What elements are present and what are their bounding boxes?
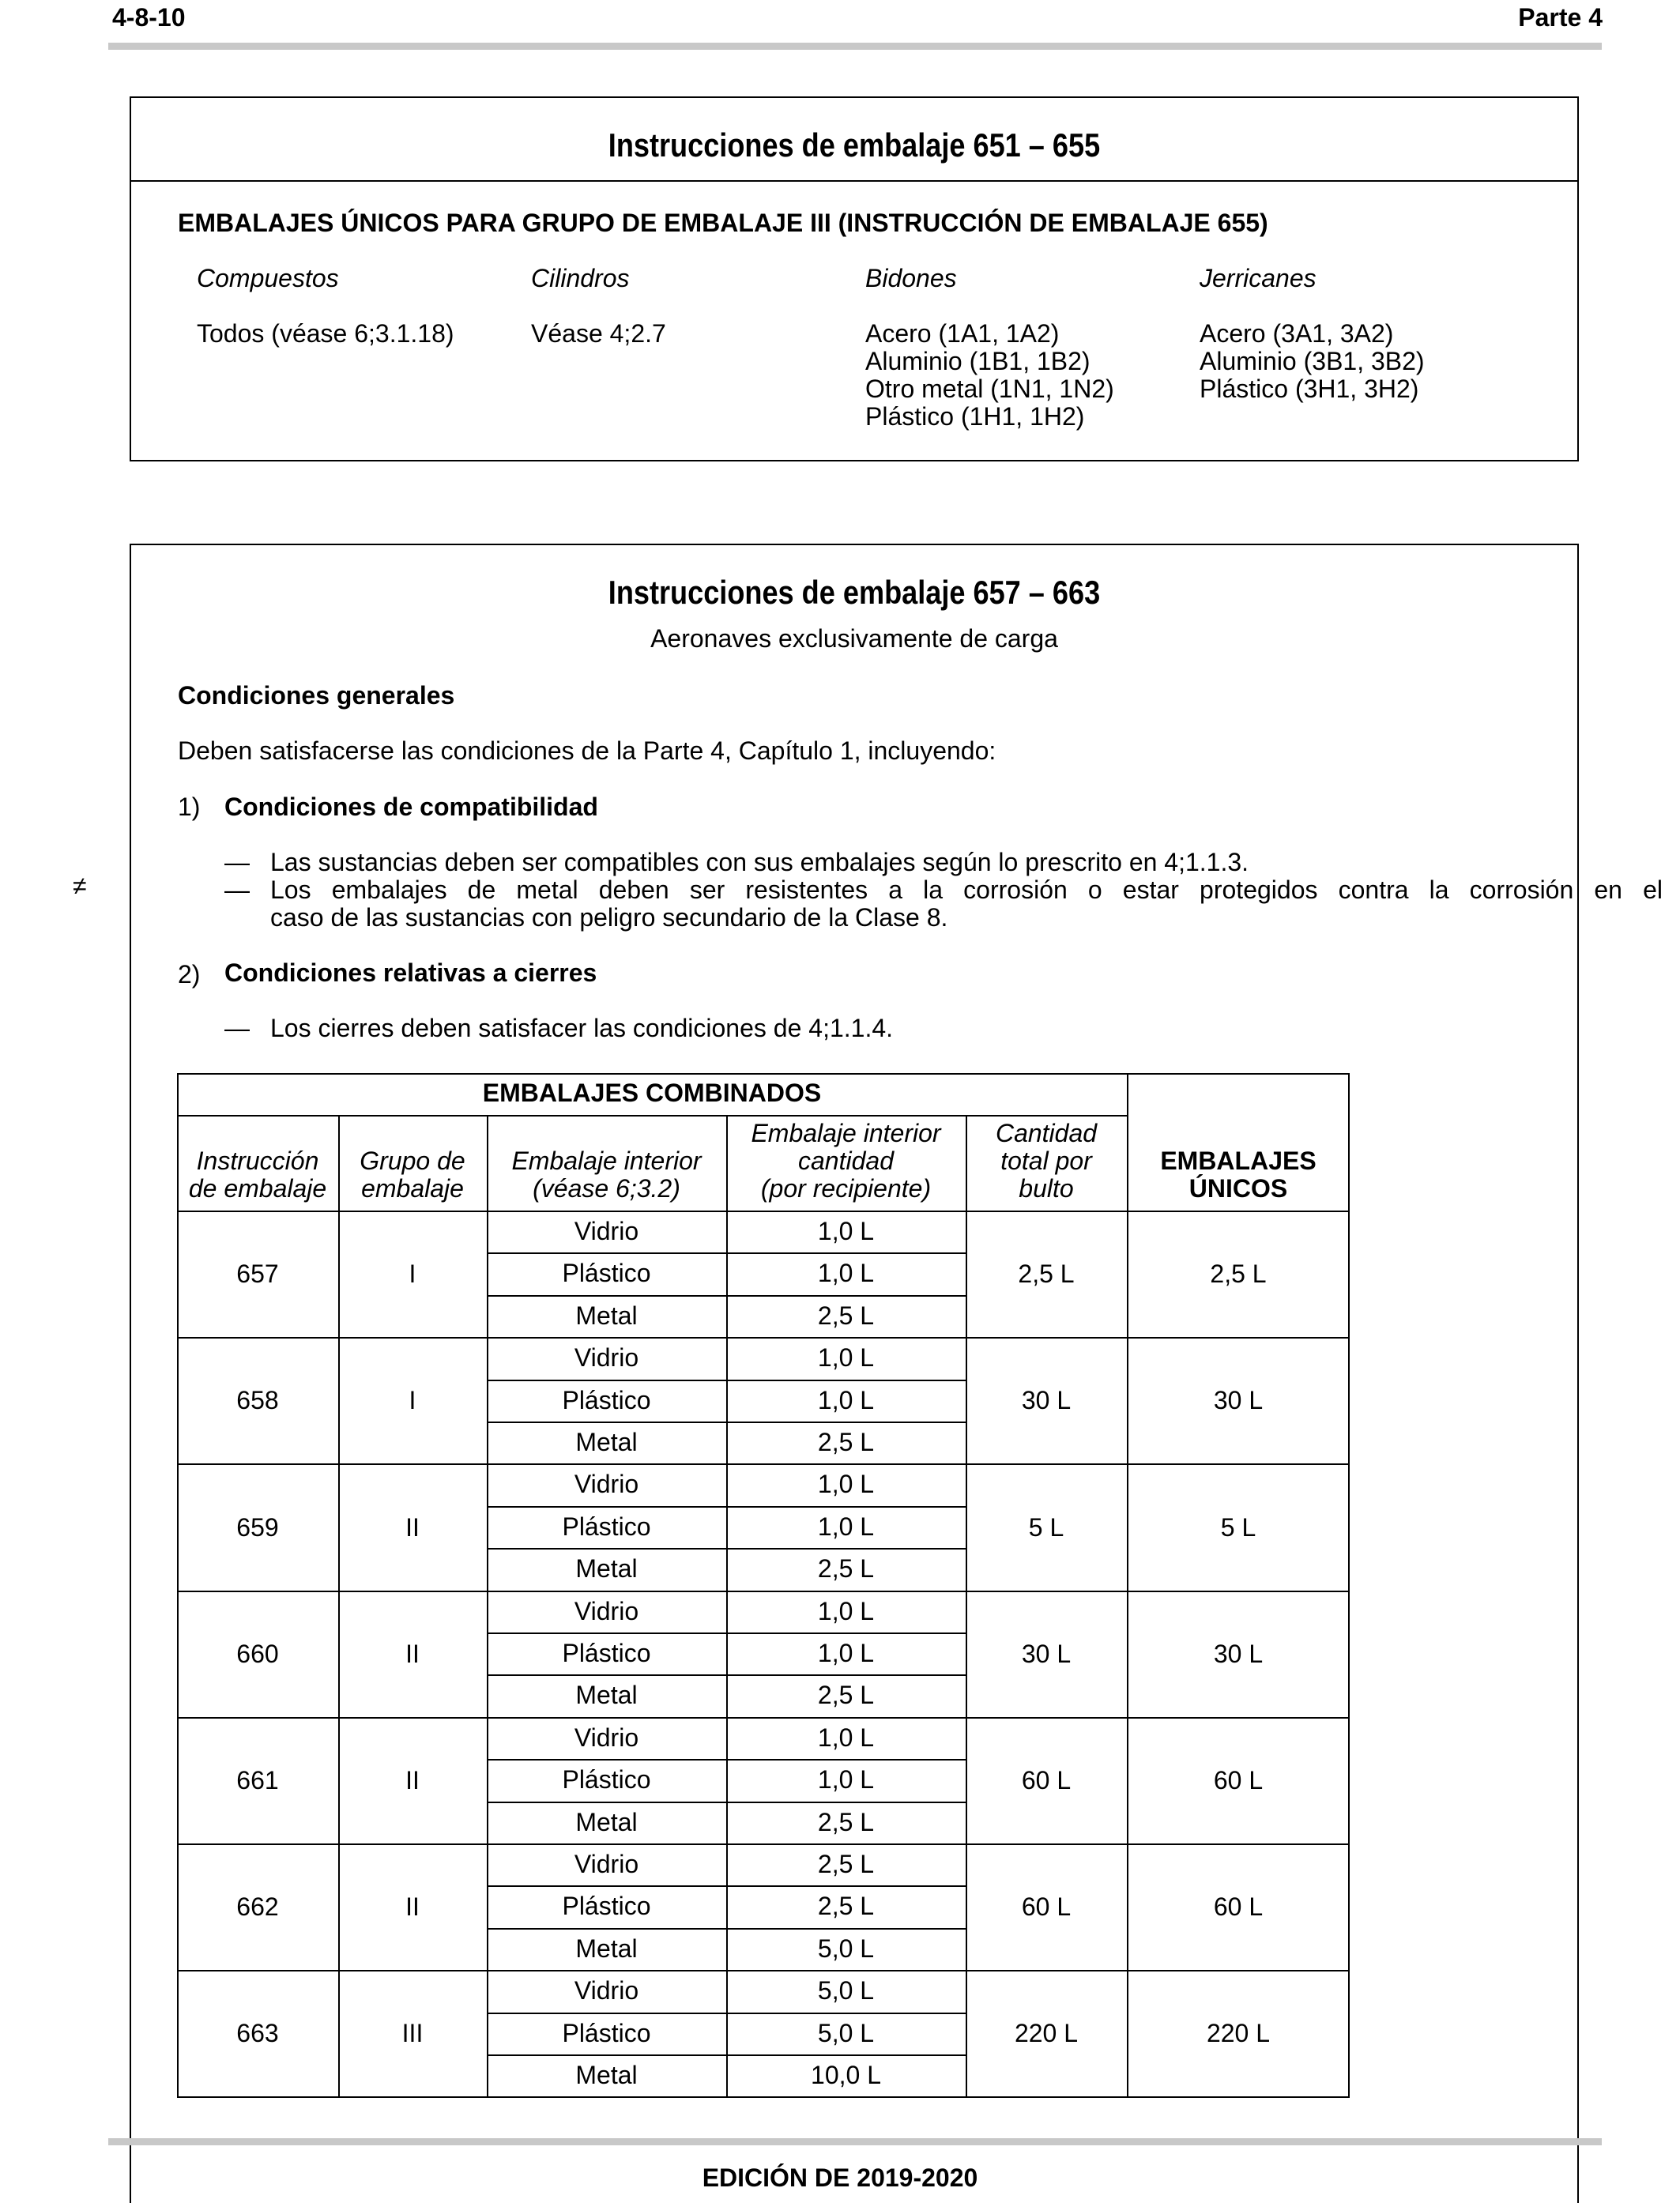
table-rule	[177, 1073, 1350, 1075]
header-line: EMBALAJES	[1160, 1147, 1317, 1175]
header-line: Instrucción	[196, 1147, 319, 1175]
single-packaging-cell: 220 L	[1206, 2019, 1271, 2048]
box1-section-heading: EMBALAJES ÚNICOS PARA GRUPO DE EMBALAJE III (INSTRUCCIÓN DE EMBALAJE 655)	[178, 209, 1268, 237]
header-line: Embalaje interior	[511, 1147, 702, 1175]
inner-packaging-cell: Plástico	[562, 1765, 651, 1794]
header-rule	[108, 43, 1602, 50]
inner-packaging-cell: Plástico	[562, 1259, 651, 1288]
col-header-single-packagings	[1127, 1147, 1350, 1203]
column-line: Aluminio (3B1, 3B2)	[1200, 347, 1425, 375]
table-rule	[177, 1843, 1350, 1845]
instruction-cell: 661	[236, 1765, 279, 1794]
inner-quantity-cell: 5,0 L	[817, 2018, 875, 2047]
inner-packaging-cell: Metal	[575, 1428, 638, 1456]
single-packaging-cell: 30 L	[1213, 1386, 1264, 1415]
group-cell: II	[405, 1639, 420, 1668]
inner-packaging-cell: Plástico	[562, 1639, 651, 1667]
inner-quantity-cell: 1,0 L	[817, 1639, 875, 1667]
header-line: Embalaje interior	[751, 1119, 941, 1147]
instruction-cell: 662	[236, 1892, 279, 1922]
column-line: Otro metal (1N1, 1N2)	[865, 375, 1114, 403]
group-cell: II	[405, 1512, 420, 1542]
margin-change-mark: ≠	[73, 872, 87, 900]
header-line: ÚNICOS	[1188, 1174, 1288, 1203]
total-quantity-cell: 220 L	[1014, 2019, 1079, 2048]
item2-bullet1: Los cierres deben satisfacer las condiciones de 4;1.1.4.	[270, 1014, 894, 1042]
box2-subtitle: Aeronaves exclusivamente de carga	[650, 624, 1058, 653]
single-packaging-cell: 60 L	[1213, 1765, 1264, 1794]
table-rule	[177, 1115, 1127, 1117]
table-rule	[177, 1337, 1350, 1339]
total-quantity-cell: 5 L	[1028, 1512, 1064, 1542]
group-cell: III	[401, 2019, 424, 2048]
inner-quantity-cell: 1,0 L	[817, 1385, 875, 1414]
footer-rule	[108, 2138, 1602, 2145]
total-quantity-cell: 60 L	[1021, 1892, 1072, 1922]
instruction-cell: 660	[236, 1639, 279, 1668]
inner-quantity-cell: 2,5 L	[817, 1892, 875, 1921]
column-heading: Jerricanes	[1200, 264, 1317, 292]
inner-quantity-cell: 1,0 L	[817, 1765, 875, 1794]
inner-packaging-cell: Metal	[575, 1934, 638, 1963]
inner-quantity-cell: 2,5 L	[817, 1428, 875, 1456]
header-line: cantidad	[798, 1147, 894, 1175]
table-rule	[338, 1115, 340, 2096]
col-header-inner-packaging	[487, 1147, 726, 1203]
page-number: 4-8-10	[112, 3, 186, 32]
general-conditions-heading: Condiciones generales	[178, 681, 455, 710]
inner-packaging-cell: Metal	[575, 1301, 638, 1330]
inner-quantity-cell: 2,5 L	[817, 1301, 875, 1330]
dash: —	[224, 876, 250, 904]
table-rule	[487, 1422, 966, 1423]
table-rule	[487, 1802, 966, 1803]
table-rule	[966, 1115, 967, 2096]
column-heading: Cilindros	[531, 264, 630, 292]
inner-quantity-cell: 1,0 L	[817, 1723, 875, 1752]
header-line: (véase 6;3.2)	[533, 1174, 680, 1203]
dash: —	[224, 1014, 250, 1042]
inner-packaging-cell: Metal	[575, 1681, 638, 1710]
inner-quantity-cell: 1,0 L	[817, 1596, 875, 1625]
inner-quantity-cell: 2,5 L	[817, 1554, 875, 1584]
box1-title-divider	[131, 180, 1577, 182]
total-quantity-cell: 30 L	[1021, 1386, 1072, 1415]
inner-packaging-cell: Metal	[575, 1807, 638, 1836]
inner-packaging-cell: Vidrio	[574, 1596, 639, 1625]
table-rule	[487, 1252, 966, 1254]
inner-quantity-cell: 1,0 L	[817, 1217, 875, 1245]
group-cell: I	[409, 1386, 416, 1415]
column-line: Aluminio (1B1, 1B2)	[865, 347, 1090, 375]
table-rule	[1348, 1073, 1350, 2096]
total-quantity-cell: 60 L	[1021, 1765, 1072, 1794]
table-rule	[1127, 1073, 1128, 2096]
inner-quantity-cell: 2,5 L	[817, 1807, 875, 1836]
item2-heading: Condiciones relativas a cierres	[224, 958, 597, 987]
table-rule	[177, 1970, 1350, 1971]
header-line: Grupo de	[360, 1147, 465, 1175]
table-rule	[177, 1073, 179, 2096]
col-header-instruction	[177, 1147, 338, 1203]
table-rule	[177, 1717, 1350, 1719]
item1-heading: Condiciones de compatibilidad	[224, 793, 598, 821]
inner-quantity-cell: 1,0 L	[817, 1259, 875, 1288]
edition-footer: EDICIÓN DE 2019-2020	[702, 2163, 978, 2192]
header-line: de embalaje	[188, 1174, 327, 1203]
inner-packaging-cell: Vidrio	[574, 1723, 639, 1752]
inner-packaging-cell: Metal	[575, 2061, 638, 2089]
instruction-cell: 659	[236, 1512, 279, 1542]
instruction-cell: 658	[236, 1386, 279, 1415]
table-rule	[177, 1591, 1350, 1592]
packing-instructions-651-655	[130, 96, 1579, 461]
table-rule	[487, 2054, 966, 2056]
instruction-cell: 657	[236, 1260, 279, 1289]
combined-packagings-heading: EMBALAJES COMBINADOS	[482, 1079, 822, 1107]
single-packaging-cell: 2,5 L	[1210, 1260, 1267, 1289]
table-rule	[487, 1632, 966, 1634]
item2-number: 2)	[178, 960, 201, 989]
inner-packaging-cell: Vidrio	[574, 1976, 639, 2005]
column-heading: Bidones	[865, 264, 957, 292]
table-rule	[487, 1506, 966, 1508]
col-header-inner-quantity	[726, 1120, 966, 1203]
table-rule	[487, 1759, 966, 1761]
item1-bullet2-line1: Los embalajes de metal deben ser resistentes a la corrosión o estar protegidos contra la corrosión en el	[270, 876, 1663, 904]
header-line: (por recipiente)	[760, 1174, 932, 1203]
inner-quantity-cell: 1,0 L	[817, 1470, 875, 1499]
inner-quantity-cell: 1,0 L	[817, 1512, 875, 1541]
inner-quantity-cell: 5,0 L	[817, 1976, 875, 2005]
column-line: Plástico (3H1, 3H2)	[1200, 375, 1419, 403]
inner-packaging-cell: Vidrio	[574, 1850, 639, 1878]
column-line: Véase 4;2.7	[531, 319, 666, 348]
table-rule	[487, 2013, 966, 2014]
column-line: Todos (véase 6;3.1.18)	[197, 319, 454, 348]
inner-quantity-cell: 2,5 L	[817, 1681, 875, 1710]
box2-title: Instrucciones de embalaje 657 – 663	[608, 574, 1101, 611]
packing-table	[177, 1073, 1350, 2094]
inner-packaging-cell: Plástico	[562, 1512, 651, 1541]
table-rule	[487, 1115, 488, 2096]
table-rule	[487, 1674, 966, 1676]
inner-packaging-cell: Plástico	[562, 1385, 651, 1414]
item1-number: 1)	[178, 793, 201, 821]
column-heading: Compuestos	[197, 264, 339, 292]
column-line: Acero (3A1, 3A2)	[1200, 319, 1394, 348]
table-rule	[487, 1548, 966, 1550]
instruction-cell: 663	[236, 2019, 279, 2048]
group-cell: I	[409, 1260, 416, 1289]
inner-packaging-cell: Vidrio	[574, 1343, 639, 1373]
column-line: Acero (1A1, 1A2)	[865, 319, 1060, 348]
header-line: total por	[1000, 1147, 1092, 1175]
item1-bullet1: Las sustancias deben ser compatibles con sus embalajes según lo prescrito en 4;1.1.3.	[270, 848, 1249, 876]
inner-quantity-cell: 1,0 L	[817, 1343, 875, 1373]
single-packaging-cell: 30 L	[1213, 1639, 1264, 1668]
table-rule	[177, 1463, 1350, 1465]
item1-bullet2-line2: caso de las sustancias con peligro secundario de la Clase 8.	[270, 903, 948, 932]
header-line: bulto	[1019, 1174, 1074, 1203]
inner-packaging-cell: Plástico	[562, 1892, 651, 1921]
table-rule	[487, 1295, 966, 1297]
col-header-group	[338, 1147, 487, 1203]
inner-quantity-cell: 5,0 L	[817, 1934, 875, 1963]
total-quantity-cell: 2,5 L	[1018, 1260, 1075, 1289]
inner-packaging-cell: Metal	[575, 1554, 638, 1584]
table-rule	[487, 1380, 966, 1381]
single-packaging-cell: 5 L	[1220, 1512, 1256, 1542]
single-packaging-cell: 60 L	[1213, 1892, 1264, 1922]
table-rule	[177, 1211, 1350, 1212]
group-cell: II	[405, 1892, 420, 1922]
table-rule	[177, 2096, 1350, 2098]
inner-quantity-cell: 10,0 L	[811, 2061, 881, 2089]
table-rule	[487, 1928, 966, 1930]
dash: —	[224, 848, 250, 876]
column-line: Plástico (1H1, 1H2)	[865, 402, 1085, 431]
table-rule	[487, 1885, 966, 1887]
col-header-total-quantity	[966, 1120, 1127, 1203]
group-cell: II	[405, 1765, 420, 1794]
part-label: Parte 4	[1518, 3, 1603, 32]
inner-quantity-cell: 2,5 L	[817, 1850, 875, 1878]
box1-title: Instrucciones de embalaje 651 – 655	[608, 126, 1101, 164]
inner-packaging-cell: Plástico	[562, 2018, 651, 2047]
inner-packaging-cell: Vidrio	[574, 1470, 639, 1499]
intro-text: Deben satisfacerse las condiciones de la Parte 4, Capítulo 1, incluyendo:	[178, 736, 996, 765]
header-line: Cantidad	[995, 1119, 1098, 1147]
header-line: embalaje	[361, 1174, 464, 1203]
table-rule	[726, 1115, 728, 2096]
total-quantity-cell: 30 L	[1021, 1639, 1072, 1668]
inner-packaging-cell: Vidrio	[574, 1217, 639, 1245]
